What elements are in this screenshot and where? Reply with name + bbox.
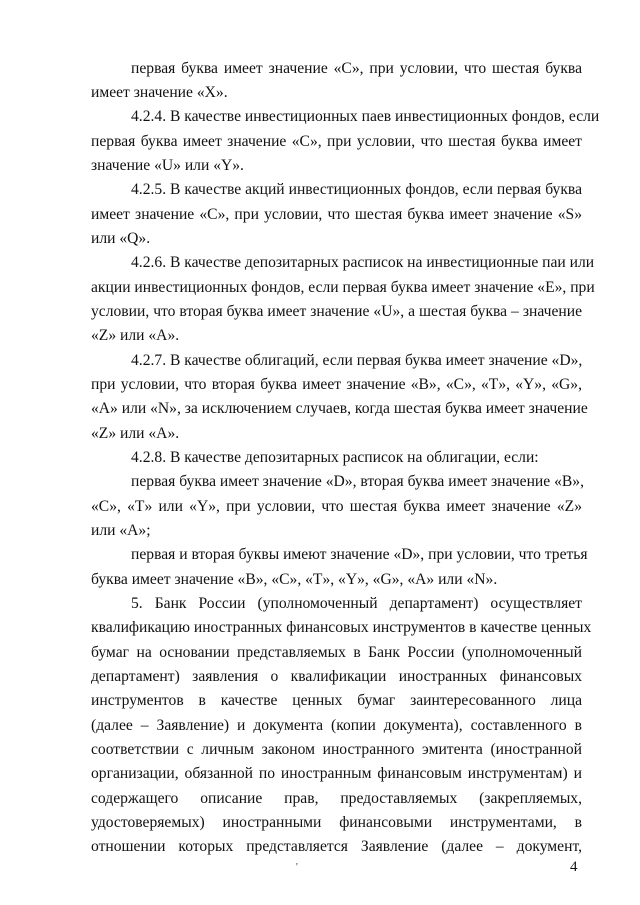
text-line-12: «Z» или «A». [91, 327, 180, 344]
text-line-10: акции инвестиционных фондов, если первая буква имеет значение «E», при [91, 279, 595, 296]
text-line-25: бумаг на основании представляемых в Банк России (уполномоченный [91, 644, 582, 661]
text-line-32: удостоверяемых) иностранными финансовыми инструментами, в [91, 814, 582, 831]
text-line-20: или «A»; [91, 522, 151, 539]
text-line-27: инструментов в качестве ценных бумаг заинтересованного лица [91, 692, 582, 709]
text-line-19: «C», «T» или «Y», при условии, что шестая буква имеет значение «Z» [91, 498, 582, 515]
text-line-23: 5. Банк России (уполномоченный департамент) осуществляет [131, 595, 582, 612]
text-line-26: департамент) заявления о квалификации иностранных финансовых [91, 668, 582, 685]
text-line-3: 4.2.4. В качестве инвестиционных паев инвестиционных фондов, если [131, 108, 600, 125]
text-line-9: 4.2.6. В качестве депозитарных расписок на инвестиционные паи или [131, 254, 595, 271]
text-line-33: отношении которых представляется Заявление (далее – документ, [91, 838, 582, 855]
text-line-2: имеет значение «X». [91, 84, 228, 101]
text-line-1: первая буква имеет значение «C», при условии, что шестая буква [131, 60, 582, 77]
text-line-21: первая и вторая буквы имеют значение «D», при условии, что третья [131, 546, 588, 563]
text-line-31: содержащего описание прав, предоставляемых (закрепляемых, [91, 790, 582, 807]
text-line-24: квалификацию иностранных финансовых инструментов в качестве ценных [91, 619, 592, 636]
text-line-7: имеет значение «C», при условии, что шестая буква имеет значение «S» [91, 206, 582, 223]
text-line-11: условии, что вторая буква имеет значение «U», а шестая буква – значение [91, 303, 582, 320]
text-line-8: или «Q». [91, 230, 151, 247]
text-line-17: 4.2.8. В качестве депозитарных расписок на облигации, если: [131, 449, 539, 466]
text-line-14: при условии, что вторая буква имеет значение «B», «C», «T», «Y», «G», [91, 376, 582, 393]
text-line-29: соответствии с личным законом иностранного эмитента (иностранной [91, 741, 582, 758]
text-line-6: 4.2.5. В качестве акций инвестиционных фондов, если первая буква [131, 181, 582, 198]
text-line-15: «A» или «N», за исключением случаев, когда шестая буква имеет значение [91, 400, 588, 417]
scan-mark: ' [296, 862, 298, 873]
text-line-30: организации, обязанной по иностранным финансовым инструментам) и [91, 765, 582, 782]
text-line-22: буква имеет значение «B», «C», «T», «Y», «G», «A» или «N». [91, 571, 498, 588]
text-line-28: (далее – Заявление) и документа (копии документа), составленного в [91, 717, 582, 734]
text-line-18: первая буква имеет значение «D», вторая буква имеет значение «B», [131, 473, 584, 490]
text-line-13: 4.2.7. В качестве облигаций, если первая буква имеет значение «D», [131, 352, 583, 369]
text-line-4: первая буква имеет значение «C», при условии, что шестая буква имеет [91, 133, 582, 150]
text-line-16: «Z» или «A». [91, 425, 180, 442]
page-number: 4 [570, 859, 578, 875]
text-line-5: значение «U» или «Y». [91, 157, 244, 174]
